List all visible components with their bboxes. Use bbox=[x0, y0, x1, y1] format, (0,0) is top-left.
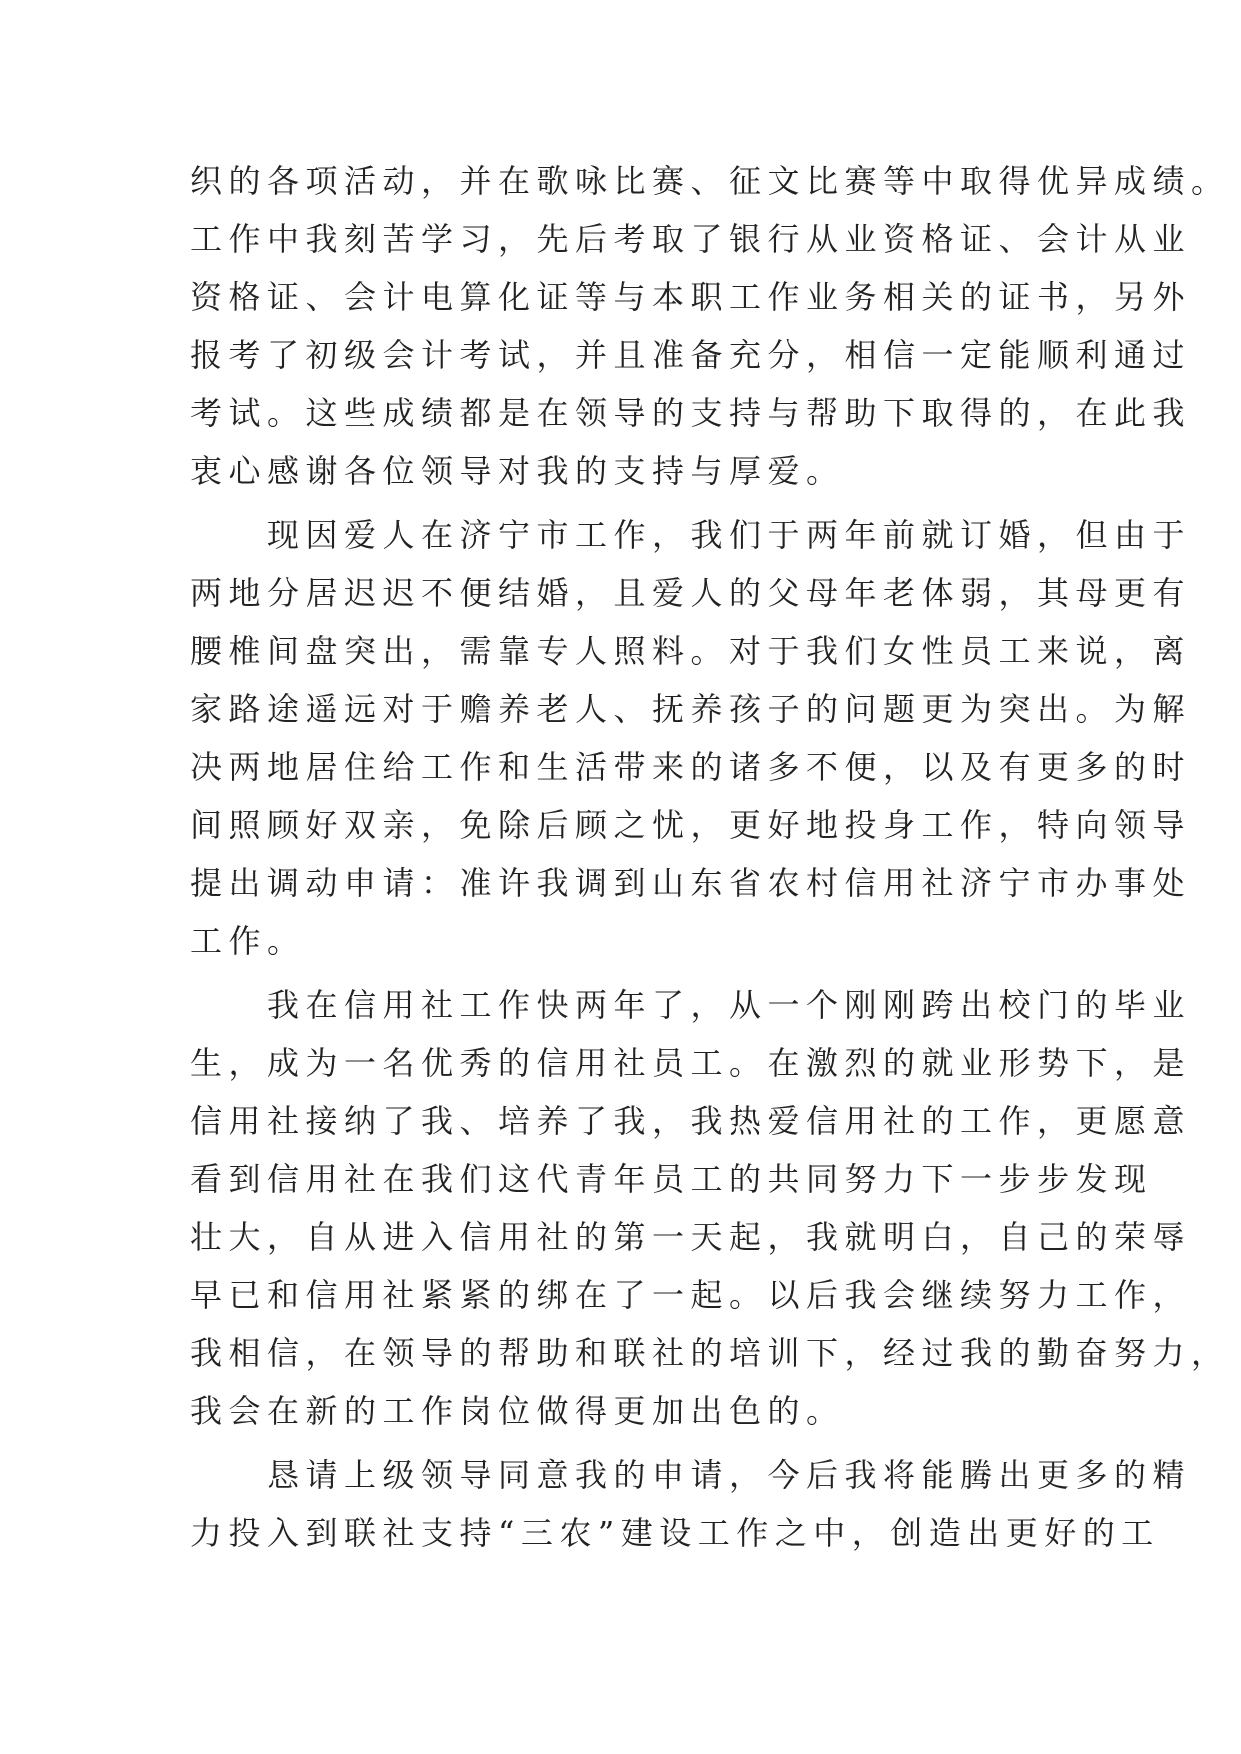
paragraph-3 bbox=[190, 976, 1230, 1440]
text-line: 早已和信用社紧紧的绑在了一起。以后我会继续努力工作， bbox=[190, 1276, 1192, 1314]
text-line: 看到信用社在我们这代青年员工的共同努力下一步步发现 bbox=[190, 1160, 1153, 1198]
paragraph-4 bbox=[190, 1446, 1192, 1562]
text-line: 家路途遥远对于赡养老人、抚养孩子的问题更为突出。为解 bbox=[190, 690, 1192, 728]
text-line: 壮大，自从进入信用社的第一天起，我就明白，自己的荣辱 bbox=[190, 1218, 1192, 1256]
text-line: 腰椎间盘突出，需靠专人照料。对于我们女性员工来说，离 bbox=[190, 632, 1192, 670]
paragraph-2 bbox=[190, 506, 1192, 970]
text-line: 资格证、会计电算化证等与本职工作业务相关的证书，另外 bbox=[190, 278, 1192, 316]
text-line: 信用社接纳了我、培养了我，我热爱信用社的工作，更愿意 bbox=[190, 1102, 1192, 1140]
text-line: 我在信用社工作快两年了，从一个刚刚跨出校门的毕业 bbox=[190, 986, 1192, 1024]
text-line: 生，成为一名优秀的信用社员工。在激烈的就业形势下，是 bbox=[190, 1044, 1192, 1082]
text-line: 两地分居迟迟不便结婚，且爱人的父母年老体弱，其母更有 bbox=[190, 574, 1192, 612]
document-body bbox=[190, 152, 1230, 1562]
text-line: 决两地居住给工作和生活带来的诸多不便，以及有更多的时 bbox=[190, 748, 1192, 786]
text-line: 间照顾好双亲，免除后顾之忧，更好地投身工作，特向领导 bbox=[190, 806, 1192, 844]
text-line: 工作中我刻苦学习，先后考取了银行从业资格证、会计从业 bbox=[190, 220, 1192, 258]
text-line: 现因爱人在济宁市工作，我们于两年前就订婚，但由于 bbox=[190, 516, 1192, 554]
text-line: 考试。这些成绩都是在领导的支持与帮助下取得的，在此我 bbox=[190, 394, 1192, 432]
text-line: 我相信，在领导的帮助和联社的培训下，经过我的勤奋努力， bbox=[190, 1334, 1230, 1372]
paragraph-1 bbox=[190, 152, 1230, 500]
text-line: 我会在新的工作岗位做得更加出色的。 bbox=[190, 1392, 845, 1430]
text-line: 提出调动申请：准许我调到山东省农村信用社济宁市办事处 bbox=[190, 864, 1192, 902]
text-line: 织的各项活动，并在歌咏比赛、征文比赛等中取得优异成绩。 bbox=[190, 162, 1230, 200]
text-line: 衷心感谢各位领导对我的支持与厚爱。 bbox=[190, 452, 845, 490]
text-line: 工作。 bbox=[190, 922, 306, 960]
text-line: 力投入到联社支持“三农”建设工作之中，创造出更好的工 bbox=[190, 1514, 1160, 1552]
text-line: 恳请上级领导同意我的申请，今后我将能腾出更多的精 bbox=[190, 1456, 1192, 1494]
text-line: 报考了初级会计考试，并且准备充分，相信一定能顺利通过 bbox=[190, 336, 1192, 374]
